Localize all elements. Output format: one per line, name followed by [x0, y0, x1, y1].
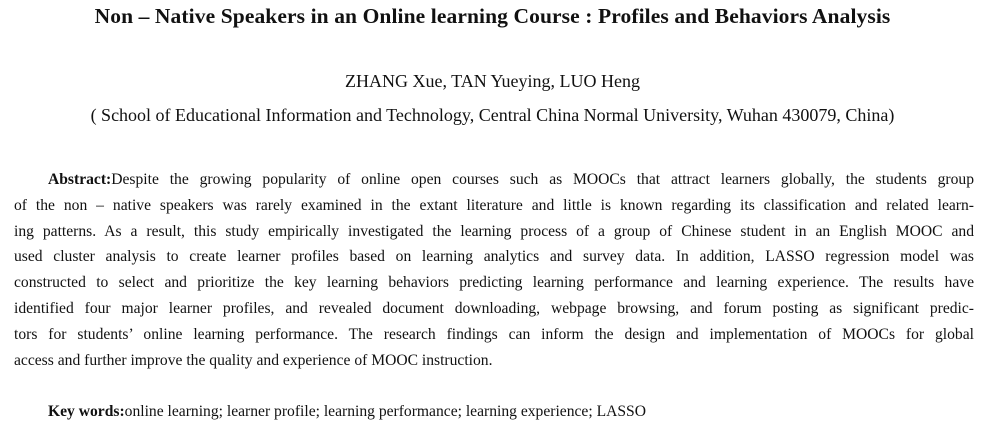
- abstract-line: constructed to select and prioritize the key learning behaviors predicting learning performance and learning experience. The results have: [14, 274, 974, 292]
- abstract: [14, 167, 974, 373]
- keywords: [48, 400, 646, 424]
- abstract-label: Abstract:: [48, 171, 112, 188]
- author-affiliation: ( School of Educational Information and Technology, Central China Normal University, Wuhan 430079, China): [90, 105, 895, 125]
- abstract-line: [14, 167, 974, 193]
- author-list: ZHANG Xue, TAN Yueying, LUO Heng: [344, 71, 640, 91]
- abstract-line: ing patterns. As a result, this study empirically investigated the learning process of a group of Chinese student in an English MOOC and: [14, 222, 974, 240]
- keywords-text: online learning; learner profile; learning performance; learning experience; LASSO: [124, 403, 646, 420]
- keywords-label: Key words:: [48, 403, 125, 420]
- abstract-line: access and further improve the quality and experience of MOOC instruction.: [14, 351, 493, 369]
- abstract-line: identified four major learner profiles, and revealed document downloading, webpage browsing, and forum posting as significant predic-: [14, 299, 974, 317]
- paper-title: Non – Native Speakers in an Online learning Course : Profiles and Behaviors Analysis: [94, 4, 891, 28]
- abstract-line: used cluster analysis to create learner profiles based on learning analytics and survey data. In addition, LASSO regression model was: [14, 248, 974, 266]
- abstract-line-text: Despite the growing popularity of online open courses such as MOOCs that attract learners globally, the students group: [111, 171, 974, 188]
- abstract-line: tors for students’ online learning performance. The research findings can inform the design and implementation of MOOCs for global: [14, 325, 974, 343]
- abstract-line: of the non – native speakers was rarely examined in the extant literature and little is known regarding its classification and related learn-: [14, 196, 974, 214]
